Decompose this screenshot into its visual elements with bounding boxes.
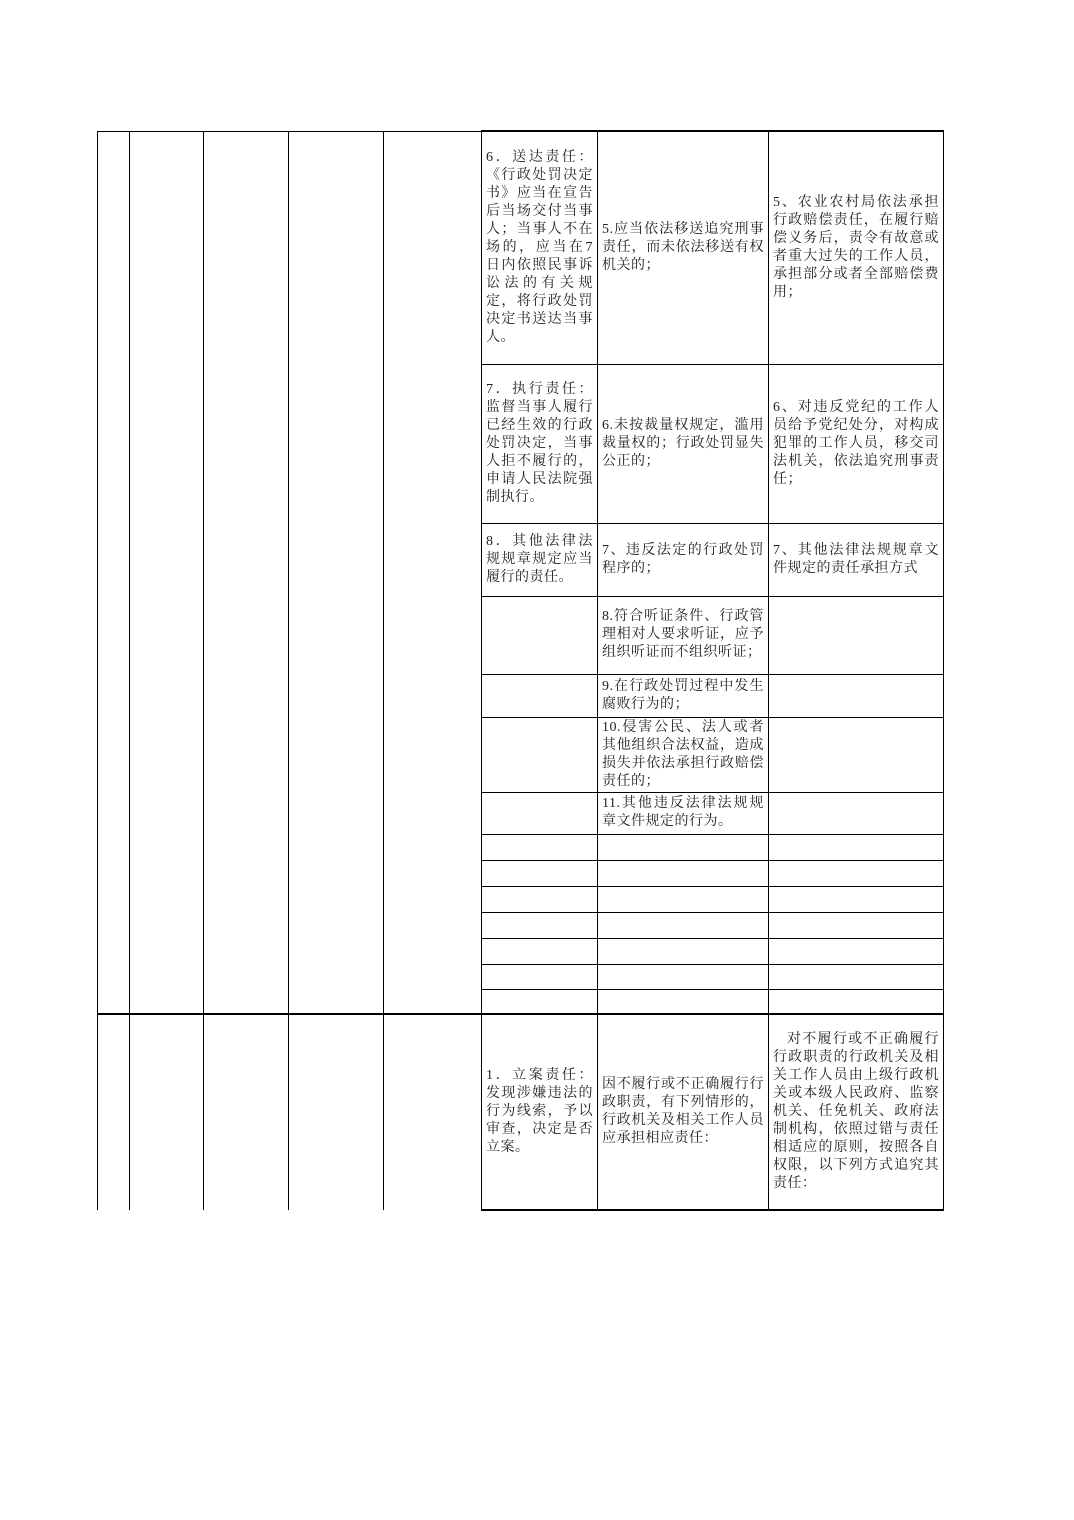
- empty-cell: [598, 834, 769, 860]
- empty-cell: [598, 938, 769, 964]
- duty-cell-r6: [482, 717, 598, 792]
- empty-cell: [482, 886, 598, 912]
- empty-cell: [769, 912, 944, 938]
- empty-cell: [769, 834, 944, 860]
- duty-cell-r1: 6．送达责任：《行政处罚决定书》应当在宣告后当场交付当事人；当事人不在场的，应当在7日内依照民事诉讼法的有关规定，将行政处罚决定书送达当事人。: [482, 131, 598, 364]
- empty-cell: [769, 886, 944, 912]
- table-row: [98, 131, 944, 364]
- duty-cell-r2: 7．执行责任：监督当事人履行已经生效的行政处罚决定，当事人拒不履行的，申请人民法院强制执行。: [482, 364, 598, 523]
- duty-cell-r5: [482, 674, 598, 717]
- duty-cell-r7: [482, 792, 598, 834]
- duty-cell-r3: 8．其他法律法规规章规定应当履行的责任。: [482, 523, 598, 596]
- misconduct-cell-r2: 6.未按裁量权规定，滥用裁量权的；行政处罚显失公正的；: [598, 364, 769, 523]
- merged-col-4: [289, 1014, 384, 1210]
- table-row-section2: [98, 1014, 944, 1210]
- accountability-cell-r3: 7、其他法律法规规章文件规定的责任承担方式: [769, 523, 944, 596]
- merged-col-2: [130, 1014, 204, 1210]
- accountability-cell-r5: [769, 674, 944, 717]
- merged-col-1: [98, 1014, 130, 1210]
- merged-col-4: [289, 131, 384, 1014]
- accountability-cell-s2: 对不履行或不正确履行行政职责的行政机关及相关工作人员由上级行政机关或本级人民政府、监察机关、任免机关、政府法制机构，依照过错与责任相适应的原则，按照各自权限，以下列方式追究其责任：: [769, 1014, 944, 1210]
- accountability-cell-r1: 5、农业农村局依法承担行政赔偿责任，在履行赔偿义务后，责令有故意或者重大过失的工作人员，承担部分或者全部赔偿费用；: [769, 131, 944, 364]
- empty-cell: [482, 964, 598, 989]
- empty-cell: [482, 912, 598, 938]
- empty-cell: [598, 886, 769, 912]
- misconduct-cell-r3: 7、违反法定的行政处罚程序的；: [598, 523, 769, 596]
- empty-cell: [598, 912, 769, 938]
- empty-cell: [482, 938, 598, 964]
- merged-col-3: [204, 1014, 289, 1210]
- accountability-cell-r4: [769, 596, 944, 674]
- merged-col-5: [384, 131, 482, 1014]
- duty-cell-r4: [482, 596, 598, 674]
- accountability-cell-r6: [769, 717, 944, 792]
- misconduct-cell-r6: 10.侵害公民、法人或者其他组织合法权益，造成损失并依法承担行政赔偿责任的；: [598, 717, 769, 792]
- empty-cell: [769, 938, 944, 964]
- responsibility-table: [97, 130, 944, 1211]
- empty-cell: [598, 989, 769, 1014]
- empty-cell: [769, 989, 944, 1014]
- empty-cell: [598, 860, 769, 886]
- empty-cell: [482, 989, 598, 1014]
- misconduct-cell-r1: 5.应当依法移送追究刑事责任，而未依法移送有权机关的；: [598, 131, 769, 364]
- misconduct-cell-s2: 因不履行或不正确履行行政职责，有下列情形的，行政机关及相关工作人员应承担相应责任：: [598, 1014, 769, 1210]
- misconduct-cell-r5: 9.在行政处罚过程中发生腐败行为的；: [598, 674, 769, 717]
- empty-cell: [769, 860, 944, 886]
- misconduct-cell-r7: 11.其他违反法律法规规章文件规定的行为。: [598, 792, 769, 834]
- accountability-cell-r2: 6、对违反党纪的工作人员给予党纪处分，对构成犯罪的工作人员，移交司法机关，依法追究刑事责任；: [769, 364, 944, 523]
- empty-cell: [598, 964, 769, 989]
- merged-col-1: [98, 131, 130, 1014]
- misconduct-cell-r4: 8.符合听证条件、行政管理相对人要求听证，应予组织听证而不组织听证；: [598, 596, 769, 674]
- empty-cell: [482, 834, 598, 860]
- merged-col-5: [384, 1014, 482, 1210]
- merged-col-2: [130, 131, 204, 1014]
- merged-col-3: [204, 131, 289, 1014]
- empty-cell: [769, 964, 944, 989]
- duty-cell-s2: 1．立案责任：发现涉嫌违法的行为线索，予以审查，决定是否立案。: [482, 1014, 598, 1210]
- accountability-cell-r7: [769, 792, 944, 834]
- empty-cell: [482, 860, 598, 886]
